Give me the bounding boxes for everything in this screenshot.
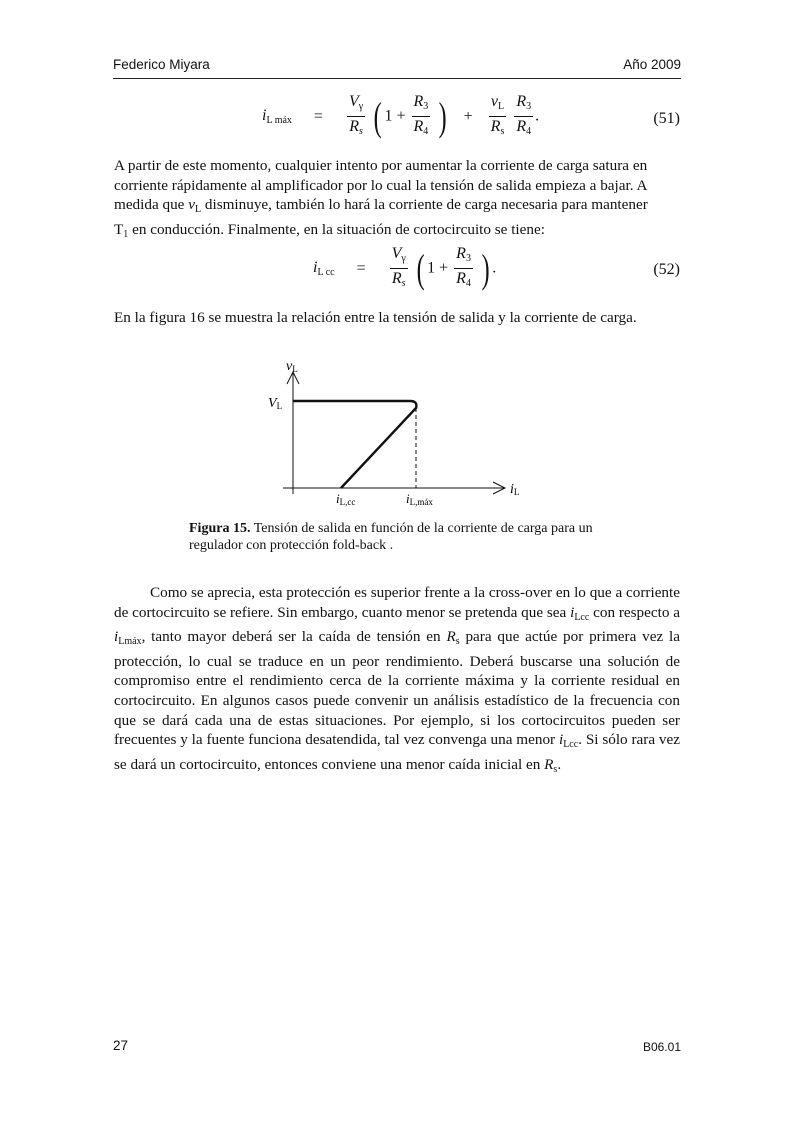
page-header [113,56,681,79]
equation-51-number: (51) [653,110,680,127]
equation-52: $i_{L cc}$ = $\frac{V_\gamma}{R_s}$ ( 1 + $\frac{R_3}{R_4}$ ) . [313,245,497,291]
caption-label: Figura 15. [189,521,251,536]
equation-52-number: (52) [653,261,680,278]
svg-text:iL: iL [510,482,520,497]
paragraph-3: Como se aprecia, esta protección es superior frente a la cross-over en lo que a corriente de cortocircuito se refiere. Sin embargo, cuanto menor se pretenda que sea $i_{Lcc}$ con respecto a $i_{Lmáx}$, tanto mayor deberá ser la caída de tensión en $R_s$ para que actúe por primera vez la protección, lo cual se traduce en un peor rendimiento. Deberá buscarse una solución de compromiso entre el rendimiento cerca de la corriente máxima y la corriente residual en cortocircuito. En algunos casos puede convenir un análisis estadístico de la frecuencia con que se dará cada una de estas situaciones. Por ejemplo, si los cortocircuitos pueden ser frecuentes y la fuente funciona desatendida, tal vez convenga una menor $i_{Lcc}$. Si sólo rara vez se dará un cortocircuito, entonces conviene una menor caída inicial en $R_s$. [114,584,681,775]
paragraph-2: En la figura 16 se muestra la relación entre la tensión de salida y la corriente de carga. [114,309,637,326]
equation-51: $i_{L máx}$ = $\frac{V_\gamma}{R_s}$ ( 1 + $\frac{R_3}{R_4}$ ) + $\frac{v_L}{R_s}$ $\frac{R_3}{R_4}$ . [262,93,540,139]
header-year: Año 2009 [623,57,681,72]
page-number: 27 [113,1038,129,1053]
caption-text: Tensión de salida en función de la corriente de carga para un regulador con protección fold-back . [189,521,593,553]
foldback-figure [250,350,540,520]
header-author: Federico Miyara [113,57,210,72]
paragraph-1: A partir de este momento, cualquier intento por aumentar la corriente de carga satura en corriente rápidamente al amplificador por lo cual la tensión de salida empieza a bajar. A medida que $v_L$ disminuye, también lo hará la corriente de carga necesaria para mantener $T_1$ en conducción. Finalmente, en la situación de cortocircuito se tiene: [114,157,648,240]
svg-text:iL,cc: iL,cc [336,491,356,507]
figure-caption [189,520,629,554]
document-code: B06.01 [642,1040,681,1054]
svg-text:vL: vL [286,359,298,374]
svg-text:VL: VL [268,396,283,411]
svg-text:iL,máx: iL,máx [406,491,433,507]
